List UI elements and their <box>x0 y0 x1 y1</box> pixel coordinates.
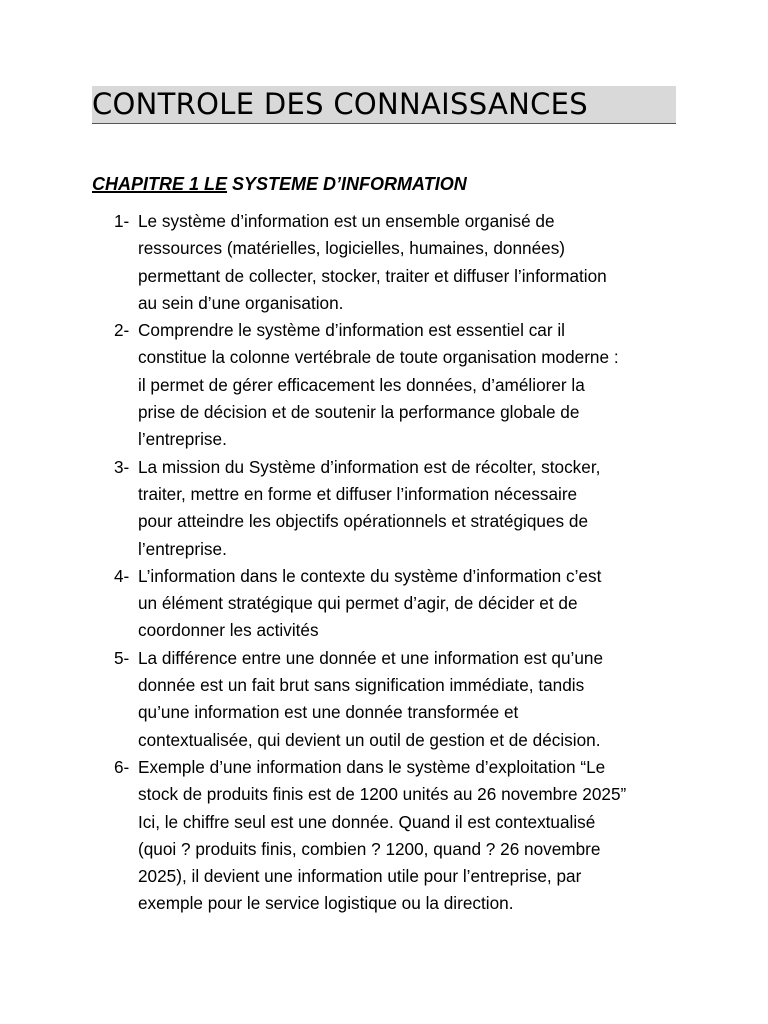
answer-text-line: contextualisée, qui devient un outil de gestion et de décision. <box>138 729 601 750</box>
answer-text-line: La mission du Système d’information est de récolter, stocker, <box>138 456 601 477</box>
chapter-heading-underlined: CHAPITRE 1 LE <box>92 174 228 194</box>
chapter-heading <box>92 171 467 197</box>
answer-text-line: un élément stratégique qui permet d’agir, de décider et de <box>138 593 578 614</box>
answer-number: 6- <box>114 756 130 777</box>
answer-text-line: pour atteindre les objectifs opérationnels et stratégiques de <box>138 511 589 532</box>
answer-number: 3- <box>114 456 130 477</box>
answer-text-line: constitue la colonne vertébrale de toute organisation moderne : <box>138 347 619 368</box>
answer-text-line: qu’une information est une donnée transformée et <box>138 702 519 723</box>
answer-text-line: traiter, mettre en forme et diffuser l’information nécessaire <box>138 483 578 504</box>
answer-text-line: Comprendre le système d’information est essentiel car il <box>138 320 566 341</box>
chapter-heading-rest: SYSTEME D’INFORMATION <box>227 174 467 194</box>
answer-list <box>0 208 768 918</box>
answer-number: 1- <box>114 211 130 231</box>
answer-number: 5- <box>114 647 130 668</box>
answer-text-line: prise de décision et de soutenir la performance globale de <box>138 402 580 423</box>
answer-number: 2- <box>114 320 130 341</box>
answer-text-line: l’entreprise. <box>138 538 227 559</box>
answer-text-line: La différence entre une donnée et une information est qu’une <box>138 647 604 668</box>
answer-text-line: l’entreprise. <box>138 429 227 450</box>
answer-text-line: Exemple d’une information dans le système d’exploitation “Le <box>138 756 606 777</box>
answer-text-line: coordonner les activités <box>138 620 319 641</box>
answer-text-line: L’information dans le contexte du système d’information c’est <box>138 565 602 586</box>
answer-number: 4- <box>114 565 130 586</box>
answer-text-line: exemple pour le service logistique ou la direction. <box>138 893 514 914</box>
answer-item <box>0 208 768 317</box>
answer-text-line: Le système d’information est un ensemble organisé de <box>138 211 555 231</box>
document-title: CONTROLE DES CONNAISSANCES <box>92 86 676 124</box>
answer-item <box>0 454 768 563</box>
answer-text-line: donnée est un fait brut sans signification immédiate, tandis <box>138 675 585 696</box>
answer-text-line: ressources (matérielles, logicielles, humaines, données) <box>138 238 566 259</box>
answer-text-line: 2025), il devient une information utile pour l’entreprise, par <box>138 866 582 887</box>
answer-item <box>0 754 768 918</box>
answer-text-line: Ici, le chiffre seul est une donnée. Quand il est contextualisé <box>138 811 596 832</box>
answer-text-line: permettant de collecter, stocker, traiter et diffuser l’information <box>138 265 607 286</box>
answer-item <box>0 645 768 754</box>
answer-text-line: il permet de gérer efficacement les données, d’améliorer la <box>138 374 585 395</box>
answer-item <box>0 563 768 645</box>
answer-text-line: stock de produits finis est de 1200 unités au 26 novembre 2025” <box>138 784 627 805</box>
answer-item <box>0 317 768 453</box>
answer-text-line: au sein d’une organisation. <box>138 292 344 313</box>
answer-text-line: (quoi ? produits finis, combien ? 1200, quand ? 26 novembre <box>138 838 601 859</box>
